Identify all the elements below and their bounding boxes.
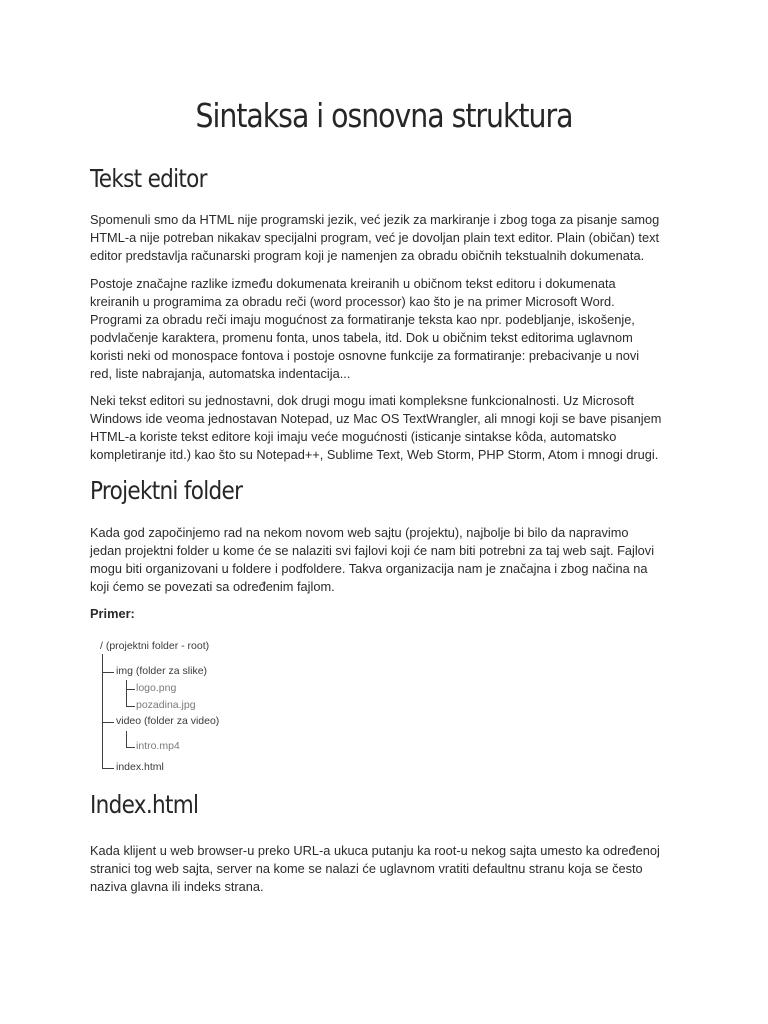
- paragraph: Kada god započinjemo rad na nekom novom web sajtu (projektu), najbolje bi bilo da napravimo jedan projektni folder u kome će se nalaziti svi fajlovi koji će nam biti potrebni za taj web sajt. Fajlovi mogu biti organizovani u foldere i podfoldere. Takva organizacija nam je značajna i zbog načina na koji ćemo se povezati sa određenim fajlom.: [90, 525, 655, 594]
- heading-index-html: Index.html: [90, 790, 199, 819]
- tree-line: [126, 706, 135, 707]
- tree-line: [102, 672, 114, 673]
- folder-tree-diagram: [100, 640, 360, 780]
- tree-node-img: img (folder za slike): [116, 665, 208, 677]
- example-label: Primer:: [90, 606, 135, 621]
- tree-line: [102, 768, 114, 769]
- tree-line: [126, 680, 127, 706]
- tree-line: [126, 731, 127, 747]
- tree-line: [126, 689, 135, 690]
- paragraph: Kada klijent u web browser-u preko URL-a ukuca putanju ka root-u nekog sajta umesto ka određenoj stranici tog web sajta, server na kome se nalazi će uglavnom vratiti defaultnu stranu koja se često naziva glavna ili indeks strana.: [90, 843, 660, 894]
- tree-line: [126, 747, 135, 748]
- tree-node-root: / (projektni folder - root): [100, 640, 210, 652]
- tree-node-logo: logo.png: [136, 682, 177, 694]
- document-title: Sintaksa i osnovna struktura: [195, 96, 573, 135]
- paragraph: Postoje značajne razlike između dokumenata kreiranih u običnom tekst editoru i dokumenata kreiranih u programima za obradu reči (word processor) kao što je na primer Microsoft Word. Programi za obradu reči imaju mogućnost za formatiranje teksta kao npr. podebljanje, iskošenje, podvlačenje karaktera, promenu fonta, unos tabela, itd. Dok u običnim tekst editorima uglavnom koristi neki od monospace fontova i postoje osnovne funkcije za formatiranje: prebacivanje u novi red, liste nabrajanja, automatska indentacija...: [90, 276, 640, 381]
- tree-node-video: video (folder za video): [116, 715, 220, 727]
- heading-tekst-editor: Tekst editor: [90, 164, 207, 193]
- tree-node-intro: intro.mp4: [136, 740, 180, 752]
- heading-projektni-folder: Projektni folder: [90, 476, 243, 505]
- tree-line: [102, 722, 114, 723]
- tree-node-pozadina: pozadina.jpg: [136, 699, 196, 711]
- tree-node-index: index.html: [116, 761, 164, 773]
- paragraph: Neki tekst editori su jednostavni, dok drugi mogu imati kompleksne funkcionalnosti. Uz Microsoft Windows ide veoma jednostavan Notepad, uz Mac OS TextWrangler, ali mnogi koji se bave pisanjem HTML-a koriste tekst editore koji imaju veće mogućnosti (isticanje sintakse kôda, automatsko kompletiranje itd.) kao što su Notepad++, Sublime Text, Web Storm, PHP Storm, Atom i mnogi drugi.: [90, 393, 662, 462]
- paragraph: Spomenuli smo da HTML nije programski jezik, već jezik za markiranje i zbog toga za pisanje samog HTML-a nije potreban nikakav specijalni program, već je dovoljan plain text editor. Plain (običan) text editor predstavlja računarski program koji je namenjen za obradu običnih tekstualnih dokumenata.: [90, 212, 660, 263]
